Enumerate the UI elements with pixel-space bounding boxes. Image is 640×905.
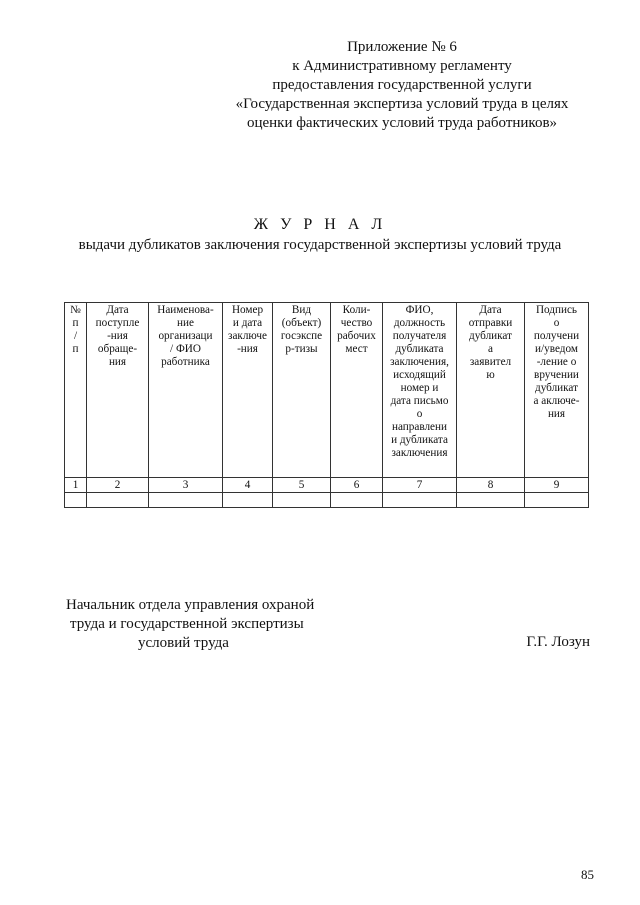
- empty-cell: [457, 493, 525, 508]
- column-number-row: [65, 478, 589, 493]
- journal-title-block: [0, 215, 640, 255]
- empty-cell: [331, 493, 383, 508]
- appendix-line: Приложение № 6: [347, 39, 457, 55]
- column-number-cell: 3: [149, 478, 223, 493]
- column-number-cell: 4: [223, 478, 273, 493]
- empty-cell: [65, 493, 87, 508]
- table-header-row: [65, 303, 589, 478]
- empty-cell: [87, 493, 149, 508]
- header-cell-expertise-type: Вид (объект) госэкспе р-тизы: [273, 303, 331, 478]
- signatory-position: [66, 596, 314, 653]
- journal-subtitle: выдачи дубликатов заключения государственной экспертизы условий труда: [78, 237, 562, 253]
- journal-table: [64, 302, 589, 508]
- header-cell-recipient: ФИО, должность получателя дубликата заключения, исходящий номер и дата письмо о направлени и дубликата заключения: [383, 303, 457, 478]
- column-number-cell: 8: [457, 478, 525, 493]
- empty-cell: [525, 493, 589, 508]
- column-number-cell: 1: [65, 478, 87, 493]
- signatory-line: труда и государственной экспертизы: [70, 616, 304, 632]
- header-cell-index: № п / п: [65, 303, 87, 478]
- appendix-line: к Административному регламенту: [292, 58, 512, 74]
- signatory-line: условий труда: [138, 635, 229, 651]
- column-number-cell: 6: [331, 478, 383, 493]
- column-number-cell: 7: [383, 478, 457, 493]
- appendix-line: предоставления государственной услуги: [272, 77, 532, 93]
- signatory-line: Начальник отдела управления охраной: [66, 597, 315, 613]
- header-cell-send-date: Дата отправки дубликат а заявител ю: [457, 303, 525, 478]
- column-number-cell: 9: [525, 478, 589, 493]
- header-cell-workplaces: Коли- чество рабочих мест: [331, 303, 383, 478]
- empty-cell: [383, 493, 457, 508]
- empty-cell: [223, 493, 273, 508]
- appendix-line: оценки фактических условий труда работников»: [246, 115, 558, 131]
- page-number: 85: [581, 867, 594, 882]
- column-number-cell: 5: [273, 478, 331, 493]
- journal-title: Ж У Р Н А Л: [253, 216, 387, 233]
- appendix-header: [212, 38, 592, 133]
- empty-cell: [273, 493, 331, 508]
- header-cell-organization: Наименова- ние организаци / ФИО работника: [149, 303, 223, 478]
- appendix-line: «Государственная экспертиза условий труда в целях: [235, 96, 569, 112]
- column-number-cell: 2: [87, 478, 149, 493]
- header-cell-request-date: Дата поступле -ния обраще- ния: [87, 303, 149, 478]
- header-cell-signature: Подпись о получени и/уведом -ление о вручении дубликат а аключе- ния: [525, 303, 589, 478]
- signatory-name: Г.Г. Лозун: [526, 634, 590, 650]
- header-cell-conclusion-number: Номер и дата заключе -ния: [223, 303, 273, 478]
- empty-cell: [149, 493, 223, 508]
- table-row-empty: [65, 493, 589, 508]
